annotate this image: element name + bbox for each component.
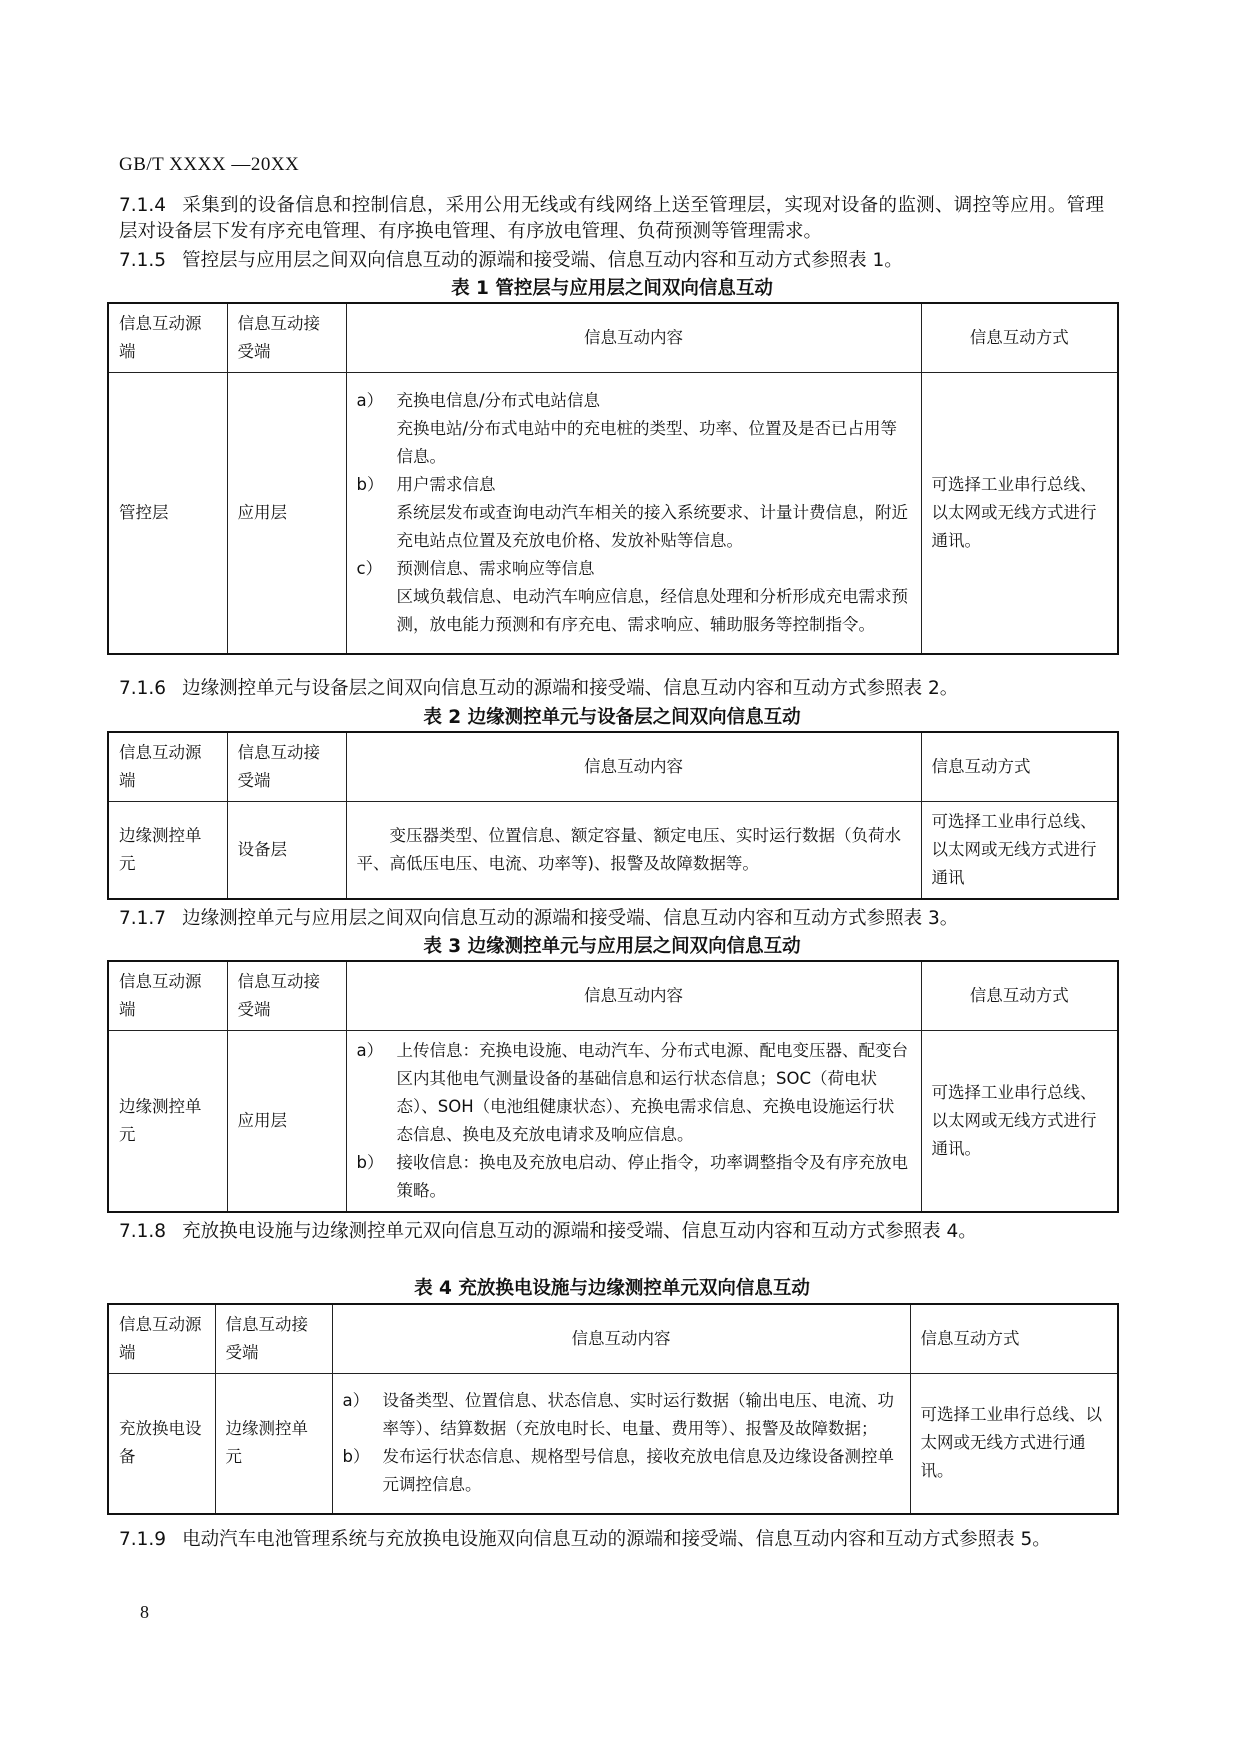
table-row: [108, 1374, 1118, 1514]
clause-text: 电动汽车电池管理系统与充放换电设施双向信息互动的源端和接受端、信息互动内容和互动方式参照表 5。: [182, 1529, 1051, 1550]
clause-7-1-4: [119, 193, 1104, 245]
clause-number: 7.1.5: [119, 250, 167, 271]
clause-7-1-7: [119, 906, 1104, 932]
table-2: [107, 731, 1119, 900]
content-cell: [346, 373, 921, 654]
table-row: [108, 802, 1118, 900]
table-2-title: 表 2 边缘测控单元与设备层之间双向信息互动: [423, 707, 801, 728]
receiver-cell: 设备层: [227, 802, 346, 900]
source-cell: 充放换电设备: [108, 1374, 215, 1514]
item-description: 系统层发布或查询电动汽车相关的接入系统要求、计量计费信息，附近充电站点位置及充放电价格、发放补贴等信息。: [396, 502, 908, 550]
item-text: 接收信息：换电及充放电启动、停止指令，功率调整指令及有序充放电策略。: [396, 1153, 908, 1200]
header-method: 信息互动方式: [921, 961, 1118, 1031]
header-method: 信息互动方式: [921, 732, 1118, 802]
table-header-row: [108, 961, 1118, 1031]
source-cell: 管控层: [108, 373, 227, 654]
clause-text: 管控层与应用层之间双向信息互动的源端和接受端、信息互动内容和互动方式参照表 1。: [182, 250, 903, 271]
clause-7-1-8: [119, 1219, 1104, 1245]
item-title: 预测信息、需求响应等信息: [396, 558, 595, 578]
item-mark: c）: [356, 558, 383, 578]
content-cell: [346, 1031, 921, 1213]
table-header-row: [108, 732, 1118, 802]
clause-text: 边缘测控单元与设备层之间双向信息互动的源端和接受端、信息互动内容和互动方式参照表 2。: [182, 678, 959, 699]
header-content: 信息互动内容: [346, 732, 921, 802]
content-cell: [332, 1374, 910, 1514]
list-item: [357, 471, 911, 499]
list-item: [357, 555, 911, 583]
receiver-cell: 边缘测控单元: [215, 1374, 332, 1514]
header-receiver: 信息互动接受端: [227, 961, 346, 1031]
table-4: [107, 1303, 1119, 1515]
content-cell: 变压器类型、位置信息、额定容量、额定电压、实时运行数据（负荷水平、高低压电压、电流、功率等)、报警及故障数据等。: [346, 802, 921, 900]
table-row: [108, 1031, 1118, 1213]
header-receiver: 信息互动接受端: [215, 1304, 332, 1374]
clause-number: 7.1.8: [119, 1221, 167, 1242]
header-method: 信息互动方式: [910, 1304, 1118, 1374]
item-text: 设备类型、位置信息、状态信息、实时运行数据（输出电压、电流、功率等）、结算数据（充放电时长、电量、费用等）、报警及故障数据；: [382, 1391, 894, 1439]
header-receiver: 信息互动接受端: [227, 303, 346, 373]
standard-code: GB/T XXXX —20XX: [119, 154, 300, 175]
receiver-cell: 应用层: [227, 1031, 346, 1213]
clause-7-1-5: [119, 248, 1104, 274]
table-header-row: [108, 303, 1118, 373]
clause-text: 充放换电设施与边缘测控单元双向信息互动的源端和接受端、信息互动内容和互动方式参照表 4。: [182, 1221, 977, 1242]
method-cell: 可选择工业串行总线、以太网或无线方式进行通讯: [921, 802, 1118, 900]
receiver-cell: 应用层: [227, 373, 346, 654]
item-mark: a）: [342, 1391, 370, 1411]
table-3: [107, 960, 1119, 1213]
item-text: 上传信息：充换电设施、电动汽车、分布式电源、配电变压器、配变台区内其他电气测量设备的基础信息和运行状态信息；SOC（荷电状态）、SOH（电池组健康状态）、充换电需求信息、充换电设施运行状态信息、换电及充放电请求及响应信息。: [396, 1041, 908, 1144]
header-content: 信息互动内容: [346, 961, 921, 1031]
header-receiver: 信息互动接受端: [227, 732, 346, 802]
clause-number: 7.1.4: [119, 195, 167, 216]
clause-text: 边缘测控单元与应用层之间双向信息互动的源端和接受端、信息互动内容和互动方式参照表 3。: [182, 908, 959, 929]
header-source: 信息互动源端: [108, 1304, 215, 1374]
list-item: [357, 1037, 911, 1149]
list-item: [357, 1149, 911, 1205]
source-cell: 边缘测控单元: [108, 802, 227, 900]
header-content: 信息互动内容: [332, 1304, 910, 1374]
list-item: [343, 1387, 900, 1443]
clause-7-1-6: [119, 676, 1104, 702]
source-cell: 边缘测控单元: [108, 1031, 227, 1213]
list-item: [343, 1443, 900, 1499]
table-header-row: [108, 1304, 1118, 1374]
item-title: 充换电信息/分布式电站信息: [396, 390, 601, 410]
item-description: 充换电站/分布式电站中的充电桩的类型、功率、位置及是否已占用等信息。: [396, 418, 898, 466]
list-item: [357, 387, 911, 415]
table-1-title: 表 1 管控层与应用层之间双向信息互动: [451, 278, 773, 299]
clause-text: 采集到的设备信息和控制信息，采用公用无线或有线网络上送至管理层，实现对设备的监测、调控等应用。管理层对设备层下发有序充电管理、有序换电管理、有序放电管理、负荷预测等管理需求。: [119, 195, 1104, 242]
clause-number: 7.1.6: [119, 678, 167, 699]
clause-7-1-9: [119, 1527, 1104, 1553]
page-number: 8: [140, 1602, 149, 1622]
table-1: [107, 302, 1119, 655]
header-source: 信息互动源端: [108, 303, 227, 373]
clause-number: 7.1.9: [119, 1529, 167, 1550]
item-mark: b）: [342, 1447, 370, 1467]
item-description: 区域负载信息、电动汽车响应信息，经信息处理和分析形成充电需求预测，放电能力预测和有序充电、需求响应、辅助服务等控制指令。: [396, 586, 908, 634]
method-cell: 可选择工业串行总线、以太网或无线方式进行通讯。: [921, 1031, 1118, 1213]
header-method: 信息互动方式: [921, 303, 1118, 373]
header-source: 信息互动源端: [108, 961, 227, 1031]
header-source: 信息互动源端: [108, 732, 227, 802]
item-title: 用户需求信息: [396, 474, 496, 494]
item-mark: b）: [356, 474, 384, 494]
table-4-title: 表 4 充放换电设施与边缘测控单元双向信息互动: [414, 1278, 810, 1299]
table-row: [108, 373, 1118, 654]
method-cell: 可选择工业串行总线、以太网或无线方式进行通讯。: [921, 373, 1118, 654]
method-cell: 可选择工业串行总线、以太网或无线方式进行通讯。: [910, 1374, 1118, 1514]
item-mark: b）: [356, 1153, 384, 1172]
item-mark: a）: [356, 390, 384, 410]
clause-number: 7.1.7: [119, 908, 167, 929]
item-text: 发布运行状态信息、规格型号信息，接收充放电信息及边缘设备测控单元调控信息。: [382, 1447, 894, 1495]
header-content: 信息互动内容: [346, 303, 921, 373]
table-3-title: 表 3 边缘测控单元与应用层之间双向信息互动: [423, 936, 801, 957]
item-mark: a）: [356, 1041, 384, 1060]
